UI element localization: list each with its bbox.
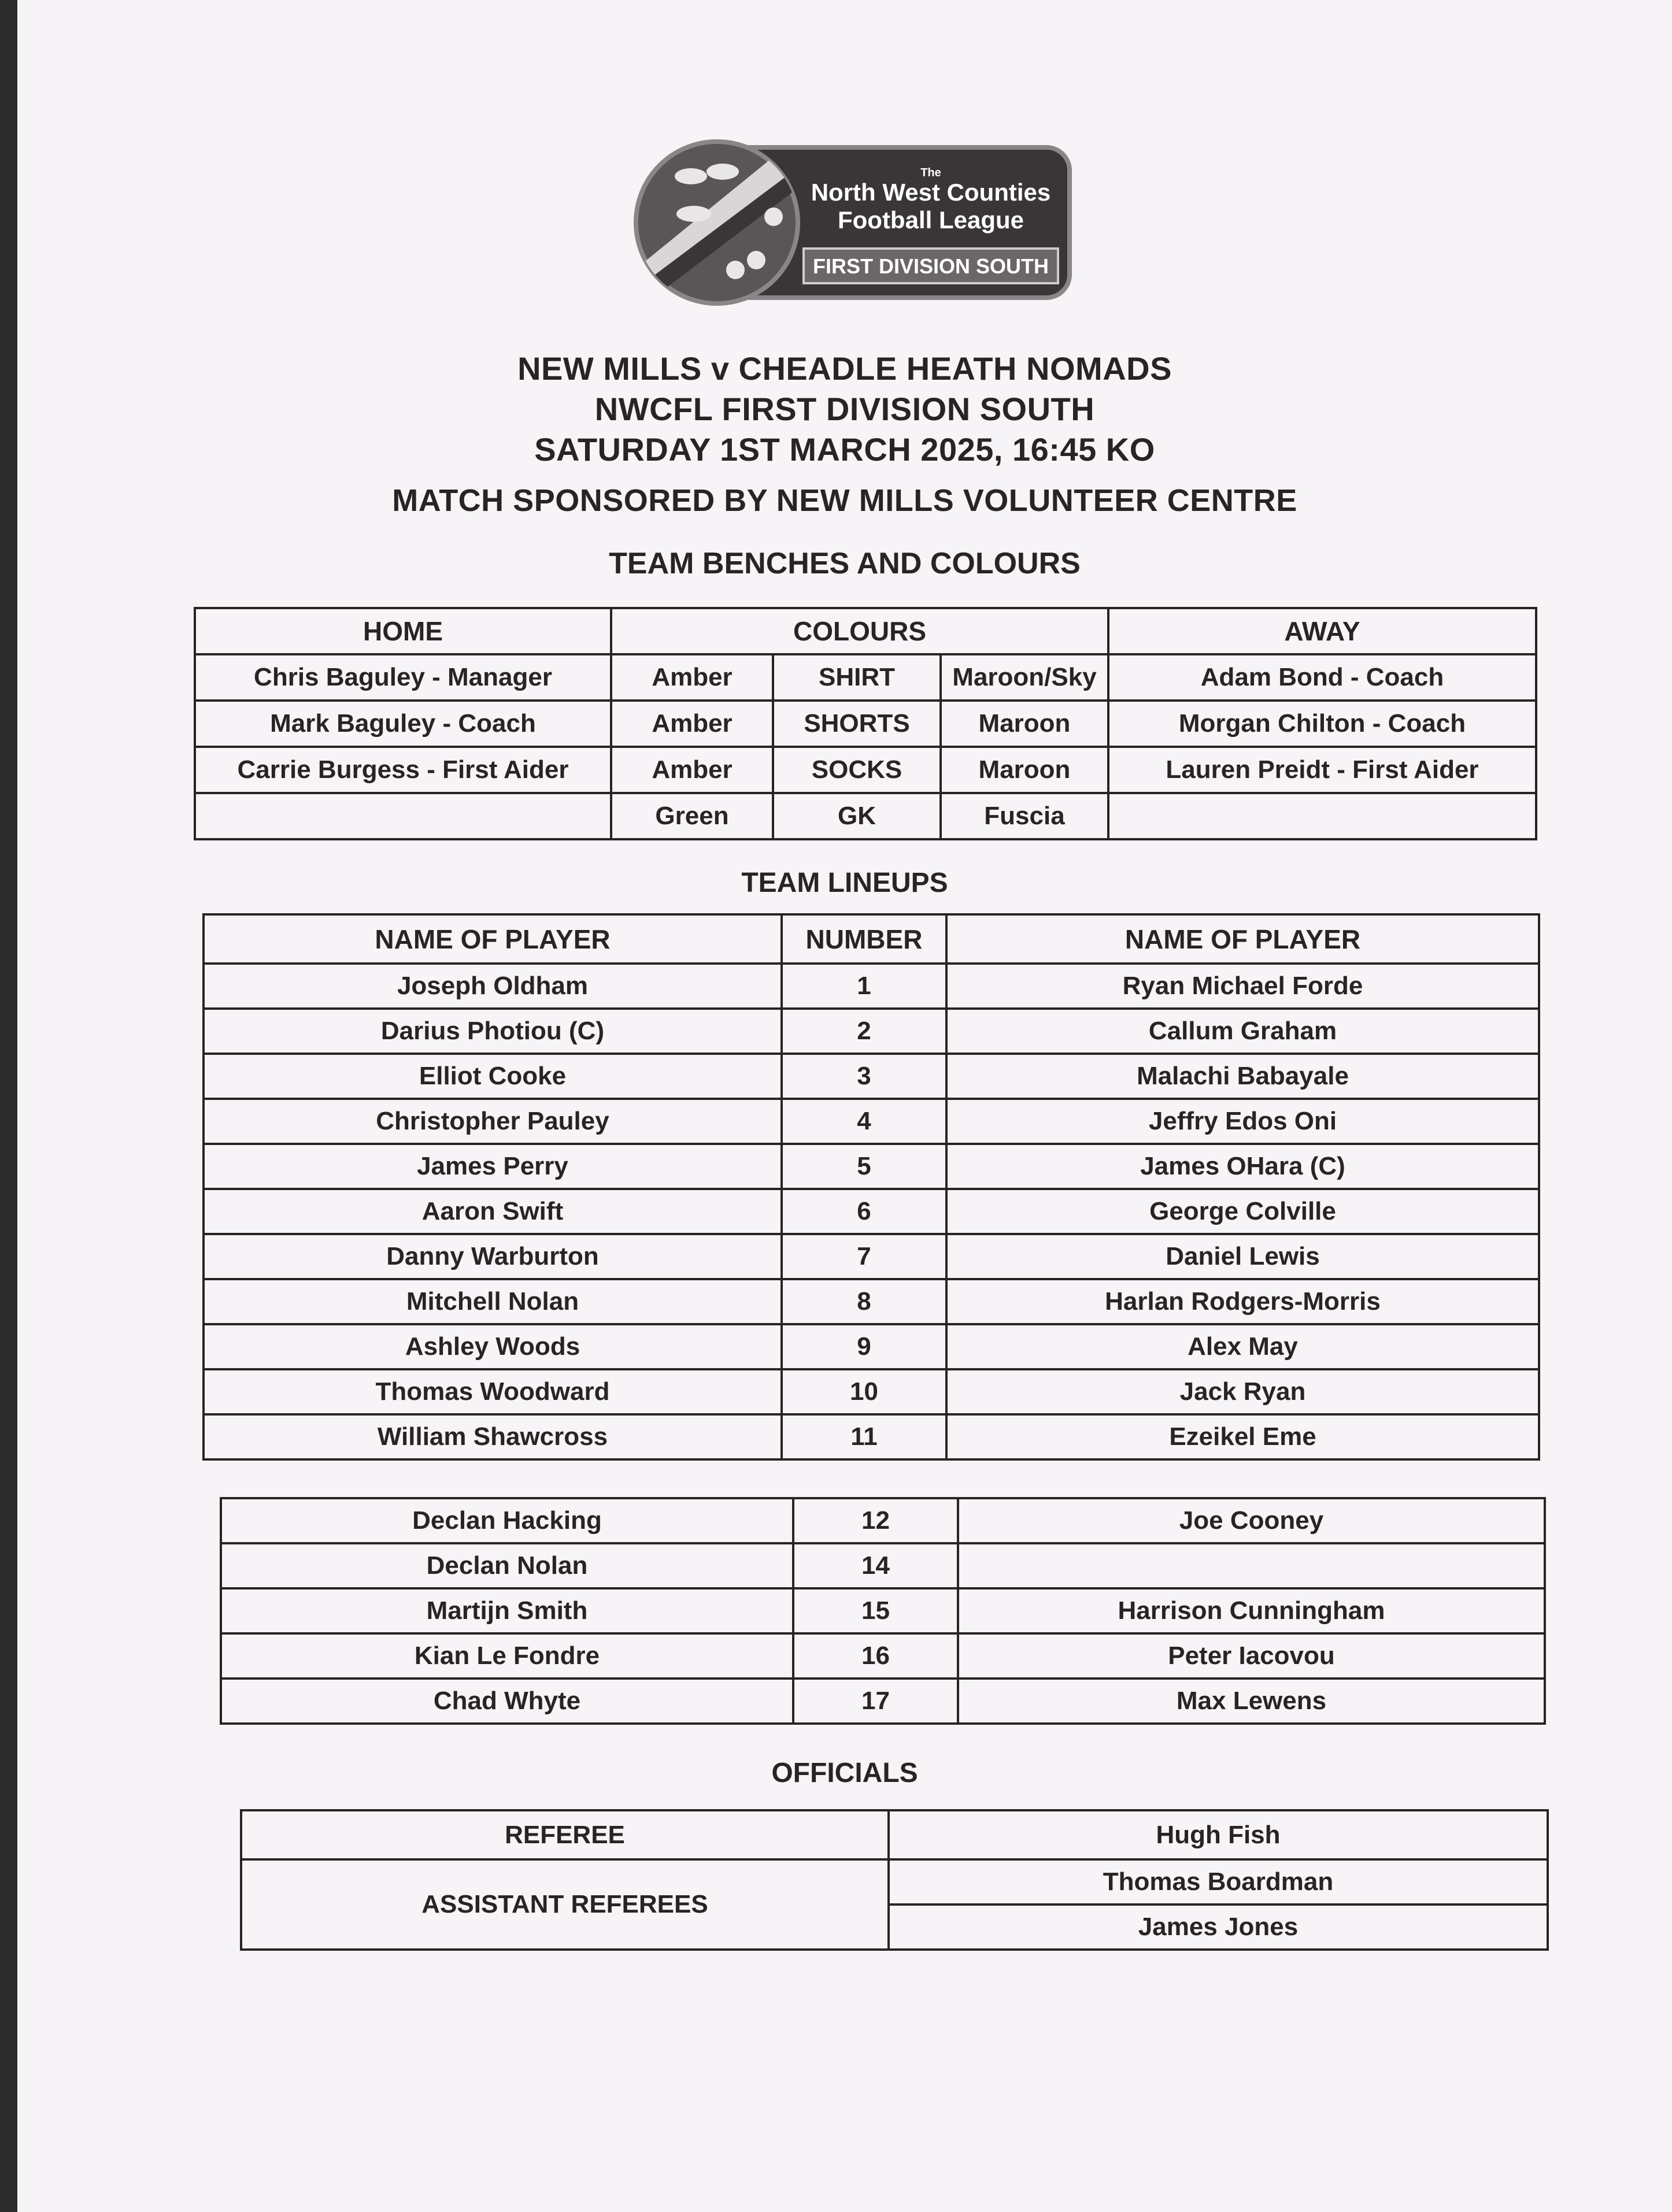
officials-table [240, 1809, 1549, 1951]
shirt-number: 14 [793, 1543, 958, 1588]
home-staff: Carrie Burgess - First Aider [195, 747, 611, 793]
away-header: AWAY [1108, 608, 1536, 654]
home-colour: Amber [611, 747, 773, 793]
away-player: Jeffry Edos Oni [946, 1099, 1539, 1144]
lineup-row [204, 1009, 1539, 1054]
home-player: James Perry [204, 1144, 782, 1189]
away-colour: Maroon/Sky [941, 654, 1108, 701]
away-player: George Colville [946, 1189, 1539, 1234]
shirt-number: 10 [782, 1369, 946, 1414]
home-sub: Chad Whyte [221, 1679, 793, 1724]
officials-title: OFFICIALS [771, 1758, 918, 1788]
away-player: Daniel Lewis [946, 1234, 1539, 1279]
lineup-row [204, 1279, 1539, 1324]
colours-header: COLOURS [611, 608, 1108, 654]
home-player: Aaron Swift [204, 1189, 782, 1234]
home-staff: Mark Baguley - Coach [195, 701, 611, 747]
shirt-number: 15 [793, 1588, 958, 1633]
sub-row [221, 1633, 1545, 1679]
home-player: Elliot Cooke [204, 1054, 782, 1099]
home-sub: Martijn Smith [221, 1588, 793, 1633]
assistant-name: Thomas Boardman [889, 1859, 1548, 1905]
shirt-number: 3 [782, 1054, 946, 1099]
shirt-number: 17 [793, 1679, 958, 1724]
sub-row [221, 1588, 1545, 1633]
home-colour: Amber [611, 654, 773, 701]
home-player-header: NAME OF PLAYER [204, 914, 782, 964]
home-colour: Green [611, 793, 773, 839]
home-player: Danny Warburton [204, 1234, 782, 1279]
benches-row [195, 793, 1536, 839]
home-sub: Declan Nolan [221, 1543, 793, 1588]
away-staff: Morgan Chilton - Coach [1108, 701, 1536, 747]
away-player: Ryan Michael Forde [946, 964, 1539, 1009]
match-date: SATURDAY 1ST MARCH 2025, 16:45 KO [534, 431, 1155, 468]
home-player: Ashley Woods [204, 1324, 782, 1369]
home-colour: Amber [611, 701, 773, 747]
lineup-row [204, 1369, 1539, 1414]
shirt-number: 5 [782, 1144, 946, 1189]
away-colour: Fuscia [941, 793, 1108, 839]
lineup-row [204, 964, 1539, 1009]
match-title: NEW MILLS v CHEADLE HEATH NOMADS [517, 350, 1172, 387]
lineup-row [204, 1324, 1539, 1369]
home-sub: Declan Hacking [221, 1498, 793, 1543]
away-player: Jack Ryan [946, 1369, 1539, 1414]
sub-row [221, 1498, 1545, 1543]
logo-small-text: The [920, 166, 941, 179]
shirt-number: 8 [782, 1279, 946, 1324]
assistants-label: ASSISTANT REFEREES [241, 1859, 889, 1950]
home-sub: Kian Le Fondre [221, 1633, 793, 1679]
shirt-number: 9 [782, 1324, 946, 1369]
referee-label: REFEREE [241, 1810, 889, 1859]
home-header: HOME [195, 608, 611, 654]
away-player: Ezeikel Eme [946, 1414, 1539, 1459]
away-player: Harlan Rodgers-Morris [946, 1279, 1539, 1324]
kit-item: SHIRT [773, 654, 941, 701]
logo-line1: North West Counties [811, 179, 1051, 206]
away-sub: Joe Cooney [958, 1498, 1545, 1543]
number-header: NUMBER [782, 914, 946, 964]
assistant-row [241, 1859, 1548, 1905]
away-player: Callum Graham [946, 1009, 1539, 1054]
home-player: Mitchell Nolan [204, 1279, 782, 1324]
referee-name: Hugh Fish [889, 1810, 1548, 1859]
away-sub [958, 1543, 1545, 1588]
kit-item: SOCKS [773, 747, 941, 793]
substitutes-table [220, 1497, 1546, 1725]
league-logo [630, 136, 1081, 309]
away-staff: Adam Bond - Coach [1108, 654, 1536, 701]
sub-row [221, 1679, 1545, 1724]
away-staff [1108, 793, 1536, 839]
sponsor-line: MATCH SPONSORED BY NEW MILLS VOLUNTEER CENTRE [392, 483, 1297, 518]
benches-row [195, 747, 1536, 793]
home-player: Thomas Woodward [204, 1369, 782, 1414]
away-sub: Harrison Cunningham [958, 1588, 1545, 1633]
lineup-row [204, 1144, 1539, 1189]
benches-row [195, 701, 1536, 747]
benches-row [195, 654, 1536, 701]
match-sheet-page [17, 0, 1672, 2212]
shirt-number: 12 [793, 1498, 958, 1543]
home-staff [195, 793, 611, 839]
lineups-table [202, 913, 1540, 1461]
away-sub: Peter Iacovou [958, 1633, 1545, 1679]
away-player: Malachi Babayale [946, 1054, 1539, 1099]
shirt-number: 6 [782, 1189, 946, 1234]
lineup-row [204, 1234, 1539, 1279]
kit-item: GK [773, 793, 941, 839]
away-player: Alex May [946, 1324, 1539, 1369]
lineups-title: TEAM LINEUPS [741, 868, 948, 898]
away-colour: Maroon [941, 747, 1108, 793]
home-staff: Chris Baguley - Manager [195, 654, 611, 701]
logo-line2: Football League [837, 206, 1024, 234]
logo-division: FIRST DIVISION SOUTH [812, 254, 1049, 278]
assistant-name: James Jones [889, 1905, 1548, 1950]
shirt-number: 2 [782, 1009, 946, 1054]
shirt-number: 7 [782, 1234, 946, 1279]
home-player: Christopher Pauley [204, 1099, 782, 1144]
lineup-row [204, 1414, 1539, 1459]
away-player-header: NAME OF PLAYER [946, 914, 1539, 964]
lineups-header-row [204, 914, 1539, 964]
shirt-number: 1 [782, 964, 946, 1009]
lineup-row [204, 1189, 1539, 1234]
lineup-row [204, 1099, 1539, 1144]
shirt-number: 16 [793, 1633, 958, 1679]
away-player: James OHara (C) [946, 1144, 1539, 1189]
benches-table [194, 607, 1537, 840]
home-player: William Shawcross [204, 1414, 782, 1459]
benches-header-row [195, 608, 1536, 654]
away-staff: Lauren Preidt - First Aider [1108, 747, 1536, 793]
lineup-row [204, 1054, 1539, 1099]
home-player: Joseph Oldham [204, 964, 782, 1009]
referee-row [241, 1810, 1548, 1859]
shirt-number: 11 [782, 1414, 946, 1459]
benches-title: TEAM BENCHES AND COLOURS [609, 547, 1081, 580]
competition-title: NWCFL FIRST DIVISION SOUTH [594, 391, 1095, 427]
sub-row [221, 1543, 1545, 1588]
shirt-number: 4 [782, 1099, 946, 1144]
away-sub: Max Lewens [958, 1679, 1545, 1724]
away-colour: Maroon [941, 701, 1108, 747]
home-player: Darius Photiou (C) [204, 1009, 782, 1054]
kit-item: SHORTS [773, 701, 941, 747]
